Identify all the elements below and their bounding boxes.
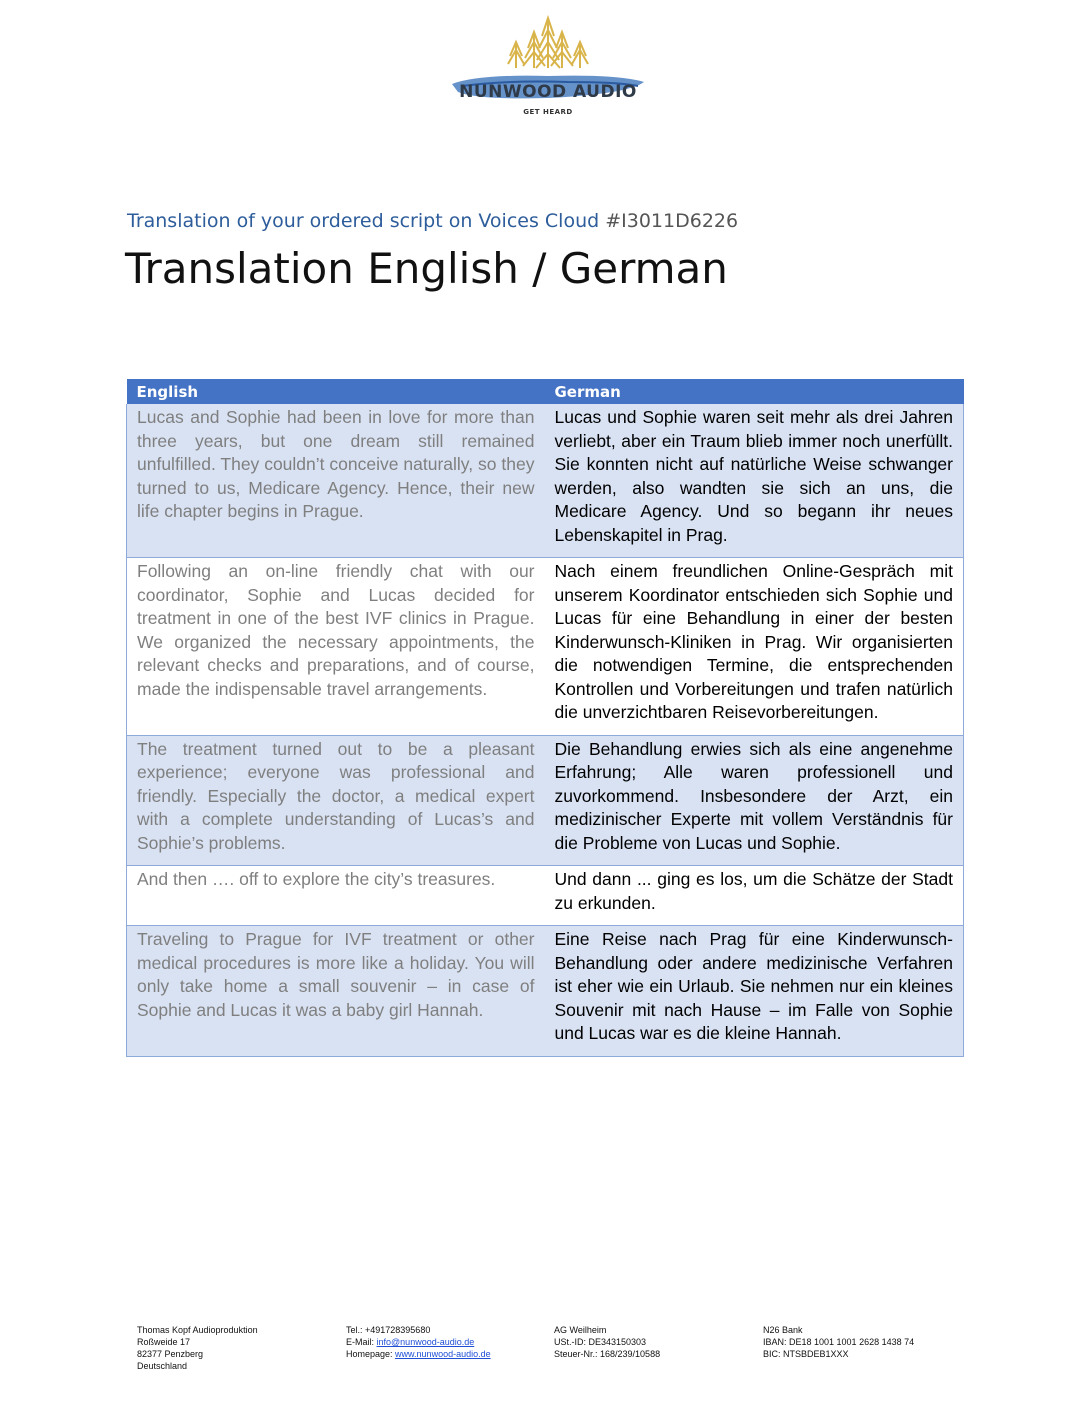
company-city: 82377 Penzberg <box>137 1349 204 1359</box>
english-cell: Following an on-line friendly chat with our coordinator, Sophie and Lucas decided for treatment in one of the best IVF clinics in Prague. We organized the necessary appointments, the relevant checks and preparations, and of course, made the indispensable travel arrangements. <box>127 558 545 736</box>
english-cell: Traveling to Prague for IVF treatment or other medical procedures is more like a holiday. You will only take home a small souvenir – in case of Sophie and Lucas it was a baby girl Hannah. <box>127 926 545 1057</box>
email-link[interactable]: info@nunwood-audio.de <box>376 1337 475 1347</box>
subtitle-text: Translation of your ordered script on Voices Cloud <box>127 210 600 232</box>
german-cell: Lucas und Sophie waren seit mehr als drei Jahren verliebt, aber ein Traum blieb immer noch unerfüllt. Sie konnten nicht auf natürliche Weise schwanger werden, also wandten sie sich an uns, die Medicare Agency. Und so begann ihr neues Lebenskapitel in Prag. <box>545 404 964 558</box>
bank-name: N26 Bank <box>763 1325 803 1335</box>
logo-tagline: GET HEARD <box>523 108 573 116</box>
bank-bic: BIC: NTSBDEB1XXX <box>763 1349 849 1359</box>
contact-tel: Tel.: +491728395680 <box>346 1325 431 1335</box>
german-cell: Eine Reise nach Prag für eine Kinderwunsch-Behandlung oder andere medizinische Verfahren ist eher wie ein Urlaub. Sie nehmen nur ein kleines Souvenir mit nach Hause – im Falle von Sophie und Lucas war es die kleine Hannah. <box>545 926 964 1057</box>
contact-homepage-line <box>346 1348 491 1360</box>
table-row <box>127 558 964 736</box>
footer-legal <box>554 1324 660 1360</box>
legal-tax-number: Steuer-Nr.: 168/239/10588 <box>554 1349 661 1359</box>
page-title: Translation English / German <box>125 244 728 293</box>
table-row <box>127 404 964 558</box>
document-subtitle <box>127 210 738 232</box>
bank-iban: IBAN: DE18 1001 1001 2628 1438 74 <box>763 1337 915 1347</box>
email-label: E-Mail: <box>346 1337 375 1347</box>
footer-contact <box>346 1324 491 1360</box>
german-cell: Und dann ... ging es los, um die Schätze der Stadt zu erkunden. <box>545 866 964 926</box>
english-cell: And then …. off to explore the city’s treasures. <box>127 866 545 926</box>
homepage-label: Homepage: <box>346 1349 393 1359</box>
legal-court: AG Weilheim <box>554 1325 607 1335</box>
table-row <box>127 926 964 1057</box>
german-cell: Die Behandlung erwies sich als eine angenehme Erfahrung; Alle waren professionell und zuvorkommend. Insbesondere der Arzt, ein medizinischer Experte mit vollem Verständnis für die Probleme von Lucas und Sophie. <box>545 735 964 866</box>
legal-vat-id: USt.-ID: DE343150303 <box>554 1337 647 1347</box>
footer-bank <box>763 1324 914 1360</box>
table-header-row <box>127 379 964 404</box>
column-header-english: English <box>127 379 545 404</box>
english-cell: Lucas and Sophie had been in love for more than three years, but one dream still remained unfulfilled. They couldn’t conceive naturally, so they turned to us, Medicare Agency. Hence, their new life chapter begins in Prague. <box>127 404 545 558</box>
contact-email-line <box>346 1336 491 1348</box>
company-country: Deutschland <box>137 1361 188 1371</box>
homepage-link[interactable]: www.nunwood-audio.de <box>395 1349 491 1359</box>
table-row <box>127 866 964 926</box>
translation-table <box>126 379 964 1057</box>
column-header-german: German <box>545 379 964 404</box>
company-street: Roßweide 17 <box>137 1337 191 1347</box>
german-cell: Nach einem freundlichen Online-Gespräch mit unserem Koordinator entschieden sich Sophie und Lucas für eine Behandlung in einer der besten Kinderwunsch-Kliniken in Prag. Wir organisierten die notwendigen Termine, die entsprechenden Kontrollen und Vorbereitungen und trafen natürlich die unverzichtbaren Reisevorbereitungen. <box>545 558 964 736</box>
logo-graphic <box>448 12 648 122</box>
company-logo <box>448 12 648 122</box>
logo-brand-text: NUNWOOD AUDIO <box>459 82 637 102</box>
table-row <box>127 735 964 866</box>
order-id: #I3011D6226 <box>605 210 739 232</box>
footer-company <box>137 1324 258 1372</box>
english-cell: The treatment turned out to be a pleasant experience; everyone was professional and friendly. Especially the doctor, a medical expert with a complete understanding of Lucas’s and Sophie’s problems. <box>127 735 545 866</box>
company-name: Thomas Kopf Audioproduktion <box>137 1325 258 1335</box>
